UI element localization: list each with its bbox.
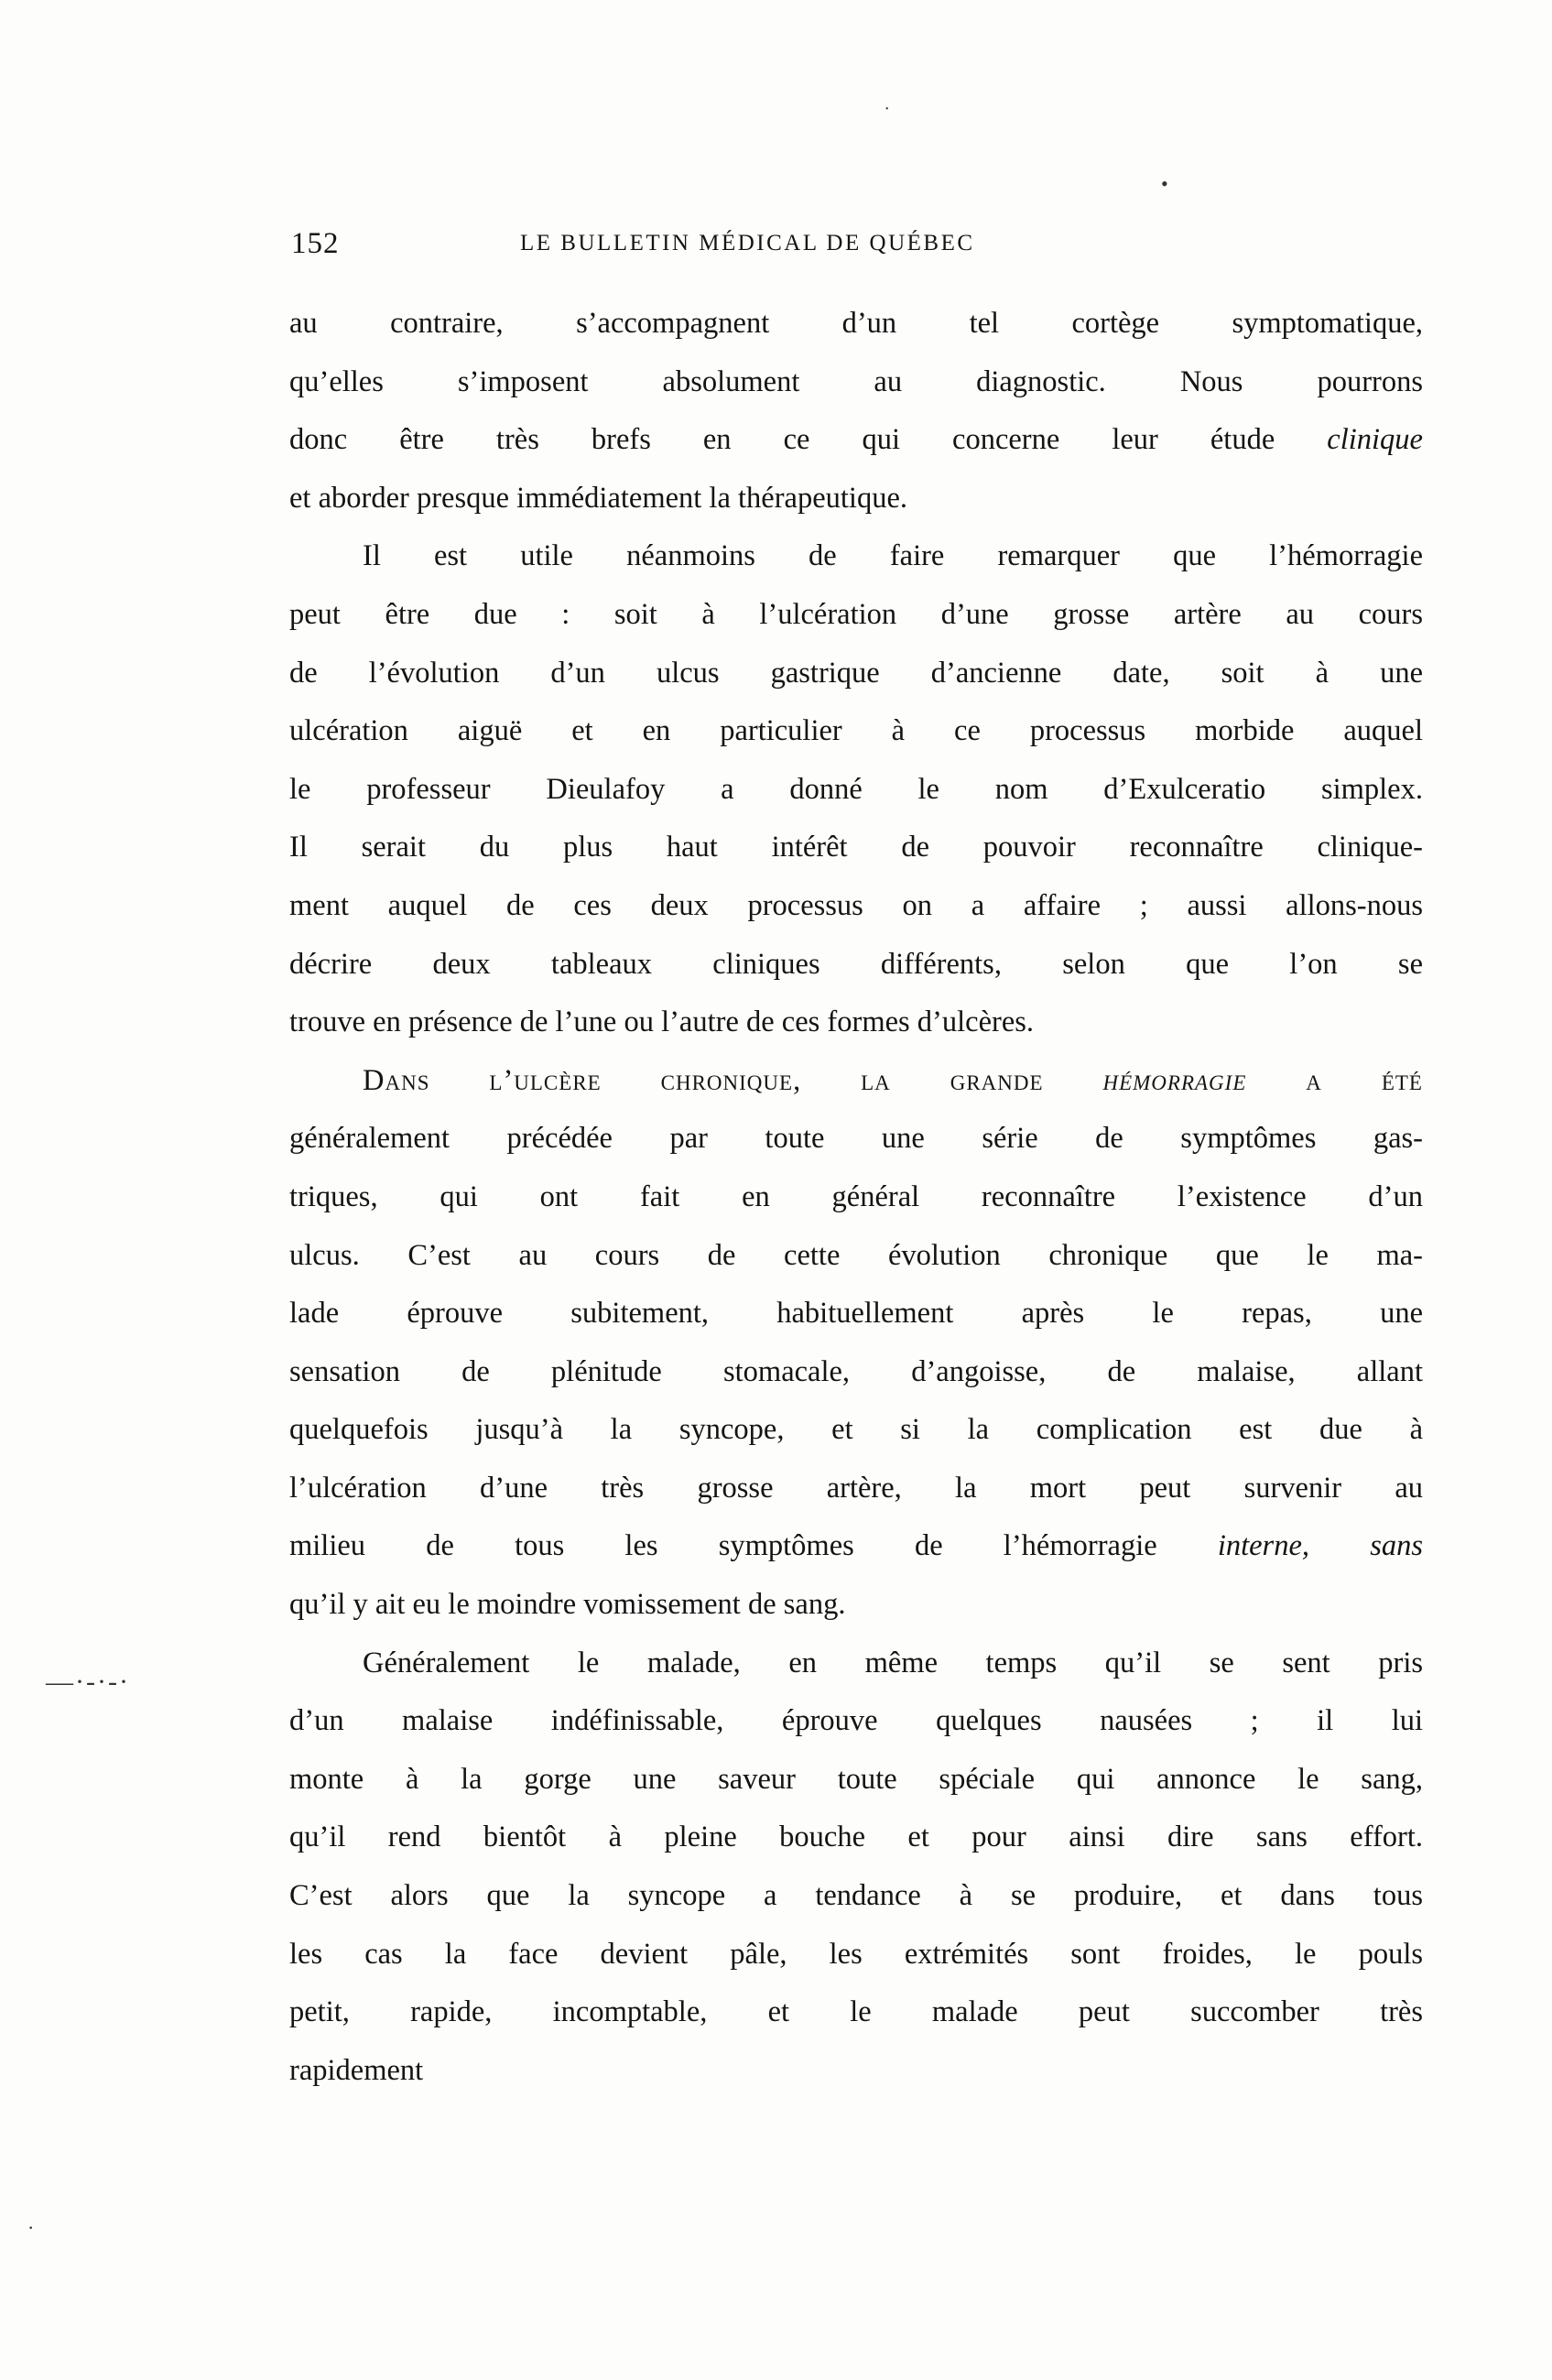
section-lead-line: Dans l’ulcère chronique, la grande hémorragie a été (363, 1063, 1423, 1097)
scan-speck: · (27, 2216, 35, 2239)
running-title: LE BULLETIN MÉDICAL DE QUÉBEC (520, 231, 975, 255)
body-text (289, 295, 1425, 2100)
text-line: et aborder presque immédiatement la thérapeutique. (289, 481, 907, 515)
text-line: qu’il y ait eu le moindre vomissement de sang. (289, 1588, 846, 1622)
text-line: rapidement (289, 2053, 424, 2087)
scan-speck: • (1161, 172, 1168, 195)
text-line: l’ulcération d’une très grosse artère, la mort peut survenir au (289, 1471, 1423, 1505)
page-header (291, 222, 1170, 267)
text-line: de l’évolution d’un ulcus gastrique d’ancienne date, soit à une (289, 656, 1423, 690)
italic-emphasis: clinique (1327, 423, 1423, 457)
text-line: décrire deux tableaux cliniques différents, selon que l’on se (289, 947, 1423, 981)
scan-speck: ˙ (884, 103, 891, 125)
text-line: ulcération aiguë et en particulier à ce processus morbide auquel (289, 714, 1423, 748)
text-line: Il est utile néanmoins de faire remarquer que l’hémorragie (363, 539, 1423, 573)
text-line: Il serait du plus haut intérêt de pouvoir reconnaître clinique- (289, 831, 1423, 864)
text-line: ment auquel de ces deux processus on a affaire ; aussi allons-nous (289, 888, 1423, 922)
text-line: milieu de tous les symptômes de l’hémorragie interne, sans (289, 1529, 1423, 1563)
text-line: triques, qui ont fait en général reconnaître l’existence d’un (289, 1179, 1423, 1213)
text-line: petit, rapide, incomptable, et le malade peut succomber très (289, 1995, 1423, 2029)
text-line: les cas la face devient pâle, les extrémités sont froides, le pouls (289, 1937, 1423, 1971)
text-line: au contraire, s’accompagnent d’un tel cortège symptomatique, (289, 307, 1423, 340)
text-line: monte à la gorge une saveur toute spéciale qui annonce le sang, (289, 1762, 1423, 1796)
text-line: trouve en présence de l’une ou l’autre de ces formes d’ulcères. (289, 1005, 1035, 1039)
text-line: quelquefois jusqu’à la syncope, et si la complication est due à (289, 1413, 1423, 1447)
text-line: d’un malaise indéfinissable, éprouve quelques nausées ; il lui (289, 1704, 1423, 1738)
text-line: lade éprouve subitement, habituellement après le repas, une (289, 1297, 1423, 1331)
scan-speck: —·-·-· (46, 1667, 130, 1697)
text-line: peut être due : soit à l’ulcération d’une grosse artère au cours (289, 597, 1423, 631)
italic-emphasis: hémorragie (1102, 1063, 1247, 1097)
italic-emphasis: interne, sans (1217, 1529, 1423, 1563)
text-line: C’est alors que la syncope a tendance à se produire, et dans tous (289, 1879, 1423, 1913)
text-line: le professeur Dieulafoy a donné le nom d’Exulceratio simplex. (289, 772, 1423, 806)
page-number: 152 (291, 227, 340, 260)
text-line: qu’elles s’imposent absolument au diagnostic. Nous pourrons (289, 364, 1423, 398)
text-line: Généralement le malade, en même temps qu’il se sent pris (363, 1646, 1423, 1679)
text-line: qu’il rend bientôt à pleine bouche et pour ainsi dire sans effort. (289, 1820, 1423, 1854)
text-line: ulcus. C’est au cours de cette évolution chronique que le ma- (289, 1238, 1423, 1272)
text-line: sensation de plénitude stomacale, d’angoisse, de malaise, allant (289, 1354, 1423, 1388)
text-line: donc être très brefs en ce qui concerne leur étude clinique (289, 423, 1423, 457)
text-line: généralement précédée par toute une série de symptômes gas- (289, 1122, 1423, 1156)
